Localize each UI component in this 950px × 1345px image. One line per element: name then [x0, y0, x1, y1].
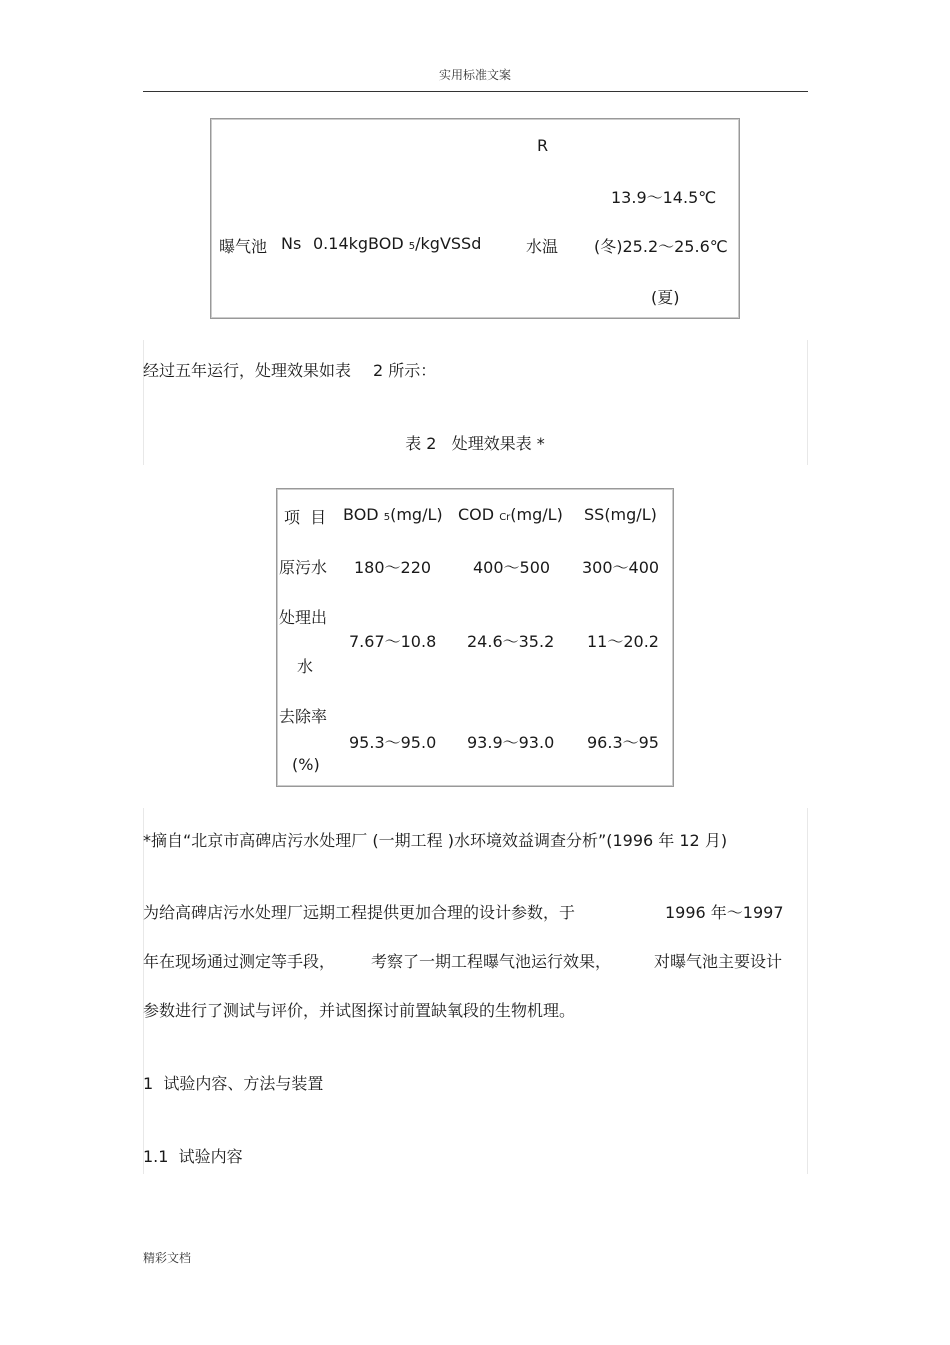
aeration-tank-label: 曝气池 [219, 237, 268, 256]
para-line-1b: 1996 年～1997 [665, 903, 784, 922]
para-line-2c: 对曝气池主要设计 [654, 952, 783, 971]
section-heading-1-1: 1.1 试验内容 [143, 1147, 243, 1166]
margin-line-left-2 [143, 808, 144, 1174]
temp-winter-range: 13.9～14.5℃ [611, 188, 717, 207]
row-effluent-ss: 11～20.2 [587, 632, 659, 651]
para-line-2a: 年在现场通过测定等手段， [143, 952, 336, 971]
water-temp-label: 水温 [526, 237, 559, 256]
row-removal-ss: 96.3～95 [587, 733, 659, 752]
ns-value: 0.14kgBOD 5/kgVSSd [313, 234, 482, 253]
para-line-3: 参数进行了测试与评价，并试图探讨前置缺氧段的生物机理。 [143, 1001, 576, 1020]
para-line-1a: 为给高碑店污水处理厂远期工程提供更加合理的设计参数，于 [143, 903, 576, 922]
table-footnote: *摘自“北京市高碑店污水处理厂 (一期工程 )水环境效益调查分析”(1996 年 12 月) [143, 831, 728, 850]
row-raw-bod: 180～220 [354, 558, 432, 577]
ns-label: Ns [281, 234, 302, 253]
row-raw-ss: 300～400 [582, 558, 660, 577]
page-header: 实用标准文案 [438, 68, 511, 82]
header-item: 项 目 [284, 508, 327, 527]
row-effluent-bod: 7.67～10.8 [349, 632, 437, 651]
row-raw-label: 原污水 [279, 558, 328, 577]
temp-winter-summer: (冬)25.2～25.6℃ [594, 237, 728, 256]
header-rule [143, 91, 808, 92]
row-raw-cod: 400～500 [473, 558, 551, 577]
temp-summer-mark: (夏) [651, 288, 680, 307]
header-cod: COD Cr(mg/L) [458, 505, 563, 524]
page-footer: 精彩文档 [143, 1251, 192, 1265]
row-removal-label-2: (%) [292, 755, 320, 774]
row-removal-cod: 93.9～93.0 [467, 733, 555, 752]
para-line-2b: 考察了一期工程曝气池运行效果， [371, 952, 612, 971]
table-caption: 表 2 处理效果表 * [405, 434, 545, 453]
r-label: R [537, 136, 549, 155]
section-heading-1: 1 试验内容、方法与装置 [143, 1074, 324, 1093]
header-bod: BOD 5(mg/L) [343, 505, 443, 524]
row-effluent-cod: 24.6～35.2 [467, 632, 555, 651]
row-effluent-label-2: 水 [297, 657, 314, 676]
header-ss: SS(mg/L) [584, 505, 657, 524]
margin-line-right-2 [807, 808, 808, 1174]
row-removal-label-1: 去除率 [279, 707, 328, 726]
row-effluent-label-1: 处理出 [279, 608, 328, 627]
row-removal-bod: 95.3～95.0 [349, 733, 437, 752]
intro-line: 经过五年运行，处理效果如表 2 所示： [143, 361, 437, 380]
